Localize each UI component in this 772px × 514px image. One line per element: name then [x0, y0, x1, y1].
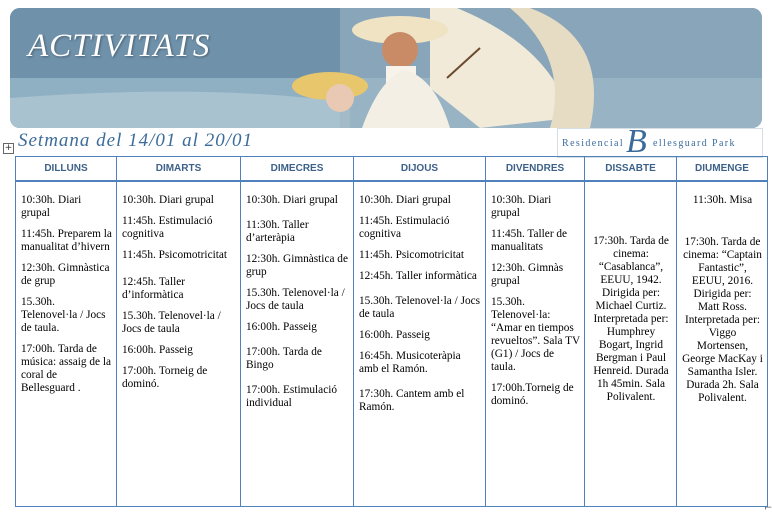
logo-text-left: Residencial: [562, 138, 625, 149]
activity-item: 17:00h. Estimulació individual: [246, 384, 337, 409]
activity-item: 17:00h. Tarda de música: assaig de la coral de Bellesguard .: [21, 343, 112, 394]
day-cell-divendres: [486, 181, 585, 507]
activity-item: 17:00h. Torneig de dominó.: [122, 365, 208, 390]
activity-item: 15.30h. Telenovel·la / Jocs de taula: [246, 287, 345, 312]
activity-item: 12:30h. Gimnàstica de grup: [246, 253, 348, 278]
logo-text-right: ellesguard Park: [653, 138, 736, 149]
activity-item: 17:30h. Cantem amb el Ramón.: [359, 388, 465, 413]
day-cell-diumenge: [677, 181, 768, 507]
day-cell-dilluns: [16, 181, 117, 507]
day-cell-dijous: [354, 181, 486, 507]
residence-logo: [557, 123, 763, 160]
schedule-table: [15, 156, 768, 507]
week-range: Setmana del 14/01 al 20/01: [18, 130, 253, 151]
activity-item: 15.30h. Telenovel·la / Jocs de taula: [359, 295, 481, 320]
activity-item: 11:30h. Taller d’arteràpia: [246, 219, 309, 244]
day-header-dimarts: DIMARTS: [117, 157, 241, 182]
day-header-dilluns: DILLUNS: [16, 157, 117, 182]
activity-item: 17:30h. Tarda de cinema: “Casablanca”, EEUU, 1942. Dirigida per: Michael Curtiz. Interpretada per: Humphrey Bogart, Ingrid Bergman i Paul Henreid. Durada 1h 45min. Sala Polivalent.: [593, 235, 669, 403]
day-header-dissabte: DISSABTE: [585, 157, 677, 182]
activity-item: 16:00h. Passeig: [246, 321, 317, 333]
activity-item: 16:45h. Musicoteràpia amb el Ramón.: [359, 350, 461, 375]
activity-item: 15.30h. Telenovel·la / Jocs de taula: [122, 310, 221, 335]
activity-item: 10:30h. Diari grupal: [491, 194, 552, 219]
activity-item: 11:45h. Estimulació cognitiva: [122, 215, 213, 240]
activity-item: 10:30h. Diari grupal: [122, 194, 214, 206]
activity-item: 17:00h. Tarda de Bingo: [246, 346, 322, 371]
activity-item: 11:45h. Psicomotricitat: [359, 249, 465, 261]
activity-item: 12:45h. Taller d’informàtica: [122, 276, 186, 301]
day-header-divendres: DIVENDRES: [486, 157, 585, 182]
activity-item: 16:00h. Passeig: [122, 344, 193, 356]
activity-item: 16:00h. Passeig: [359, 329, 430, 341]
day-header-diumenge: DIUMENGE: [677, 157, 768, 182]
activity-item: 11:45h. Taller de manualitats: [491, 228, 568, 253]
activity-item: 17:00h.Torneig de dominó.: [491, 382, 574, 407]
activity-item: 12:30h. Gimnàstica de grup: [21, 262, 110, 287]
activity-item: 17:30h. Tarda de cinema: “Captain Fantastic”, EEUU, 2016. Dirigida per: Matt Ross. Interpretada per: Viggo Mortensen, George MacKay i Samantha Isler. Durada 2h. Sala Polivalent.: [682, 236, 763, 404]
activity-item: 12:30h. Gimnàs grupal: [491, 262, 564, 287]
day-header-dijous: DIJOUS: [354, 157, 486, 182]
activity-item: 15.30h. Telenovel·la: “Amar en tiempos revueltos”. Sala TV (G1) / Jocs de taula.: [491, 296, 580, 373]
schedule-body-row: [16, 181, 768, 507]
logo-initial: B: [626, 123, 647, 160]
document-end-mark: ⌐: [764, 503, 772, 514]
activity-item: 11:45h. Estimulació cognitiva: [359, 215, 450, 240]
day-header-dimecres: DIMECRES: [241, 157, 354, 182]
activity-item: 15.30h. Telenovel·la / Jocs de taula.: [21, 296, 106, 334]
table-move-handle-icon[interactable]: +: [4, 143, 13, 153]
schedule-header-row: [16, 157, 768, 182]
activity-item: 11:45h. Preparem la manualitat d’hivern: [21, 228, 112, 253]
day-cell-dimecres: [241, 181, 354, 507]
activity-item: 11:45h. Psicomotricitat: [122, 249, 228, 261]
activity-item: 10:30h. Diari grupal: [246, 194, 338, 206]
page-title: ACTIVITATS: [28, 28, 211, 64]
day-cell-dissabte: [585, 181, 677, 507]
day-cell-dimarts: [117, 181, 241, 507]
activity-item: 10:30h. Diari grupal: [21, 194, 82, 219]
banner-painting: [10, 8, 762, 128]
activity-item: 12:45h. Taller informàtica: [359, 270, 477, 282]
header-banner: [10, 8, 762, 128]
activity-item: 10:30h. Diari grupal: [359, 194, 451, 206]
activity-item: 11:30h. Misa: [692, 194, 753, 206]
